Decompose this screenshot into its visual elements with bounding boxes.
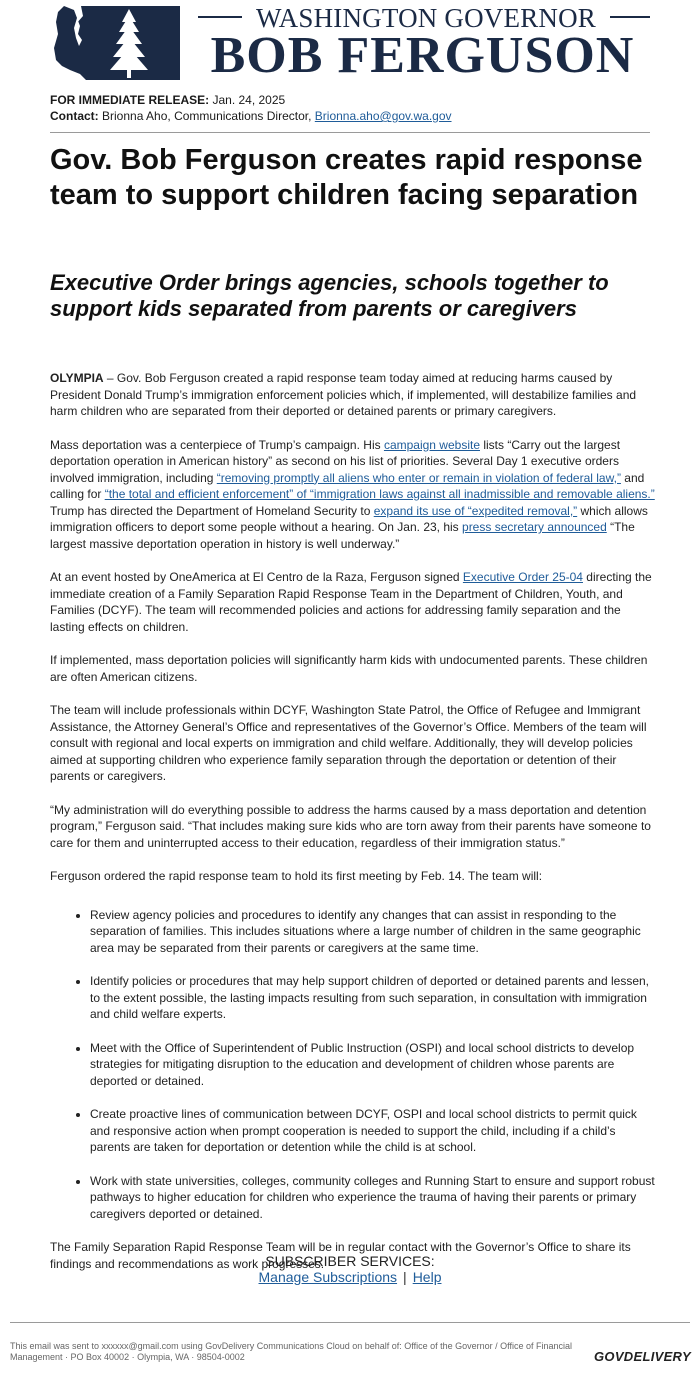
paragraph-2-text-c: and calling for: [50, 470, 645, 501]
masthead-title-small: WASHINGTON GOVERNOR: [255, 3, 597, 33]
release-meta: [50, 92, 650, 124]
masthead-rule-right: [610, 16, 650, 18]
footer-divider: [10, 1322, 690, 1323]
govdelivery-logo: GOVDELIVERY: [594, 1349, 691, 1364]
paragraph-2: [50, 437, 655, 553]
paragraph-3-text-a: At an event hosted by OneAmerica at El Centro de la Raza, Ferguson signed: [50, 570, 463, 584]
paragraph-1: [50, 370, 655, 420]
contact-label: Contact:: [50, 109, 99, 123]
paragraph-7: Ferguson ordered the rapid response team to hold its first meeting by Feb. 14. The team will:: [50, 869, 543, 883]
paragraph-3-text-b: directing the immediate creation of a Family Separation Rapid Response Team in the Department of Children, Youth, and Families (DCYF). The team will recommended policies and actions for addressing family separation and the lasting effects on children.: [50, 570, 652, 634]
list-item: • Work with state universities, colleges, community colleges and Running Start to ensure and support robust pathways to higher education for children who experience the trauma of having their parents or primary caregivers deported or detained.: [90, 1173, 655, 1223]
release-date: Jan. 24, 2025: [212, 93, 286, 107]
list-item: • Create proactive lines of communication between DCYF, OSPI and local school districts to permit quick and responsive action when prompt cooperation is needed to support the child, including if a child’s parents are taken for deportation or detention while the child is at school.: [90, 1106, 655, 1156]
press-secretary-link[interactable]: press secretary announced: [462, 520, 607, 534]
masthead: [50, 4, 650, 82]
removing-aliens-link[interactable]: “removing promptly all aliens who enter or remain in violation of federal law,”: [216, 470, 621, 485]
contact-line: [50, 108, 650, 124]
subheadline: Executive Order brings agencies, schools together to support kids separated from parents or caregivers: [50, 270, 609, 321]
enforcement-link[interactable]: “the total and efficient enforcement” of “immigration laws against all inadmissible and removable aliens.”: [104, 487, 655, 501]
paragraph-2-text-b: lists “Carry out the largest deportation operation in American history” as second on his list of priorities. Several Day 1 executive orders involved immigration, including: [50, 437, 621, 485]
team-tasks-list: [50, 907, 655, 1223]
paragraph-2-text-d: Trump has directed the Department of Homeland Security to: [50, 503, 374, 518]
dateline: OLYMPIA: [50, 371, 104, 385]
paragraph-2-text-f: “The largest massive deportation operation in history is well underway.”: [50, 520, 635, 551]
link-separator: |: [403, 1269, 407, 1285]
subscriber-services-title: SUBSCRIBER SERVICES:: [265, 1253, 435, 1269]
campaign-website-link[interactable]: campaign website: [383, 437, 480, 452]
executive-order-link[interactable]: Executive Order 25-04: [462, 570, 583, 584]
list-item: • Review agency policies and procedures to identify any changes that can assist in responding to the separation of families. This includes situations where a large number of children in the same geographic area may be separated from their parents or caregivers at the same time.: [90, 907, 655, 957]
article-body: [50, 370, 655, 1289]
washington-state-tree-logo: [50, 4, 180, 80]
release-date-line: [50, 92, 650, 108]
manage-subscriptions-link[interactable]: Manage Subscriptions: [258, 1269, 398, 1285]
release-label: FOR IMMEDIATE RELEASE:: [50, 93, 210, 107]
headline: Gov. Bob Ferguson creates rapid response team to support children facing separation: [50, 144, 643, 211]
paragraph-4: If implemented, mass deportation policies will significantly harm kids with undocumented parents. These children are often American citizens.: [50, 653, 648, 684]
paragraph-2-text-a: Mass deportation was a centerpiece of Trump’s campaign. His: [50, 437, 384, 452]
paragraph-6-quote: “My administration will do everything possible to address the harms caused by a mass deportation and detention program,” Ferguson said. “That includes making sure kids who are torn away from their parents have someone to care for them and uninterrupted access to their education, regardless of their immigration status.”: [50, 802, 651, 850]
header-divider: [50, 132, 650, 133]
subscriber-services: [0, 1253, 700, 1285]
contact-email-link[interactable]: Brionna.aho@gov.wa.gov: [314, 109, 452, 123]
masthead-title-big: BOB FERGUSON: [210, 27, 635, 84]
paragraph-1-text: – Gov. Bob Ferguson created a rapid response team today aimed at reducing harms caused by President Donald Trump’s immigration enforcement policies which, if implemented, will destabilize families and harm children who are separated from their deported or detained parents or primary caregivers.: [50, 371, 637, 418]
subscriber-links: [0, 1269, 700, 1285]
help-link[interactable]: Help: [412, 1269, 442, 1285]
masthead-rule-left: [198, 16, 242, 18]
paragraph-5: The team will include professionals within DCYF, Washington State Patrol, the Office of Refugee and Immigrant Assistance, the Attorney General’s Office and representatives of the Governor’s Office. Members of the team will consult with regional and local experts on immigration and child welfare. Additionally, they will develop policies aimed at supporting children who experience family separation through the deportation or detention of their parents or caregivers.: [50, 703, 647, 783]
list-item: • Identify policies or procedures that may help support children of deported or detained parents and lessen, to the extent possible, the lasting impacts resulting from such separation, in consultation with immigration and child welfare experts.: [90, 973, 655, 1023]
list-item: • Meet with the Office of Superintendent of Public Instruction (OSPI) and local school districts to develop strategies for mitigating disruption to the education and development of children whose parents are deported or detained.: [90, 1040, 655, 1090]
paragraph-2-text-e: which allows immigration officers to deport some people without a hearing. On Jan. 23, his: [50, 503, 648, 534]
paragraph-3: [50, 569, 655, 635]
paragraph-8: The Family Separation Rapid Response Team will be in regular contact with the Governor’s Office to share its findings and recommendations as work progresses.: [50, 1240, 631, 1271]
expedited-removal-link[interactable]: expand its use of “expedited removal,”: [373, 503, 578, 518]
footer-disclaimer: This email was sent to xxxxxx@gmail.com using GovDelivery Communications Cloud on behalf of: Office of the Governor / Office of Financial Management · PO Box 40002 · Olympia, WA · 98504-0002: [10, 1341, 573, 1362]
contact-text: Brionna Aho, Communications Director,: [102, 109, 312, 123]
